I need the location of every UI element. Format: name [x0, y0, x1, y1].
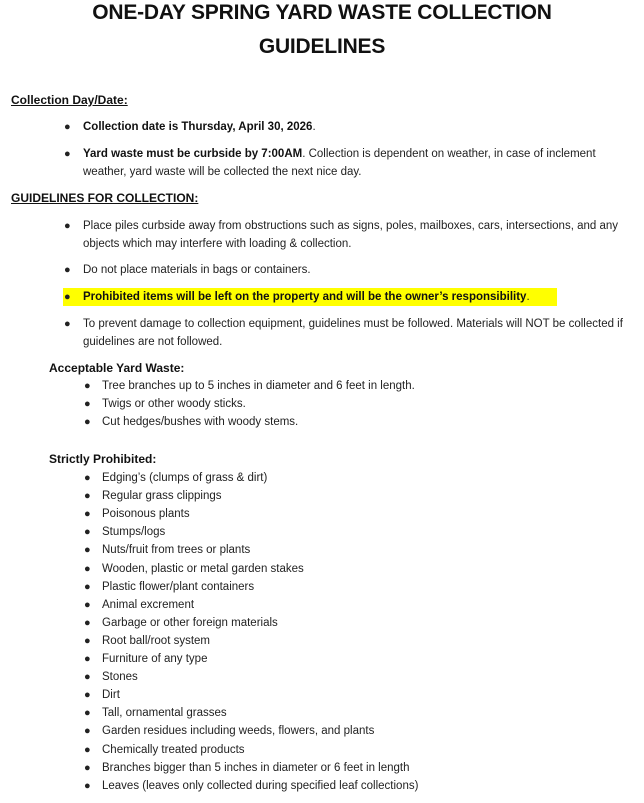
bullet-icon: ● — [84, 634, 91, 647]
bullet-icon: ● — [64, 121, 71, 133]
prohibited-item-text: Tall, ornamental grasses — [102, 707, 227, 720]
bullet-icon: ● — [84, 761, 91, 774]
prohibited-item-text: Garbage or other foreign materials — [102, 616, 278, 629]
prohibited-item — [84, 704, 622, 722]
prohibited-item-text: Garden residues including weeds, flowers, and plants — [102, 725, 375, 738]
document-title-line-2: GUIDELINES — [258, 35, 386, 58]
prohibited-item — [84, 759, 622, 777]
collection-item — [64, 118, 635, 136]
bullet-icon: ● — [84, 671, 91, 684]
prohibited-item — [84, 686, 622, 704]
prohibited-item-text: Dirt — [102, 689, 120, 702]
prohibited-item — [84, 469, 622, 487]
collection-day-heading: Collection Day/Date: — [11, 93, 128, 107]
prohibited-item — [84, 741, 622, 759]
collection-item-bold: Yard waste must be curbside by 7:00AM — [83, 148, 303, 160]
prohibited-heading: Strictly Prohibited: — [49, 452, 157, 466]
prohibited-item-text: Animal excrement — [102, 598, 195, 611]
prohibited-item — [84, 505, 622, 523]
bullet-icon: ● — [84, 725, 91, 738]
prohibited-item-text: Root ball/root system — [102, 634, 211, 647]
bullet-icon: ● — [84, 689, 91, 702]
prohibited-item-text: Poisonous plants — [102, 508, 190, 521]
bullet-icon: ● — [84, 508, 91, 521]
bullet-icon: ● — [84, 779, 91, 792]
bullet-icon: ● — [84, 416, 91, 428]
prohibited-item — [84, 777, 622, 795]
prohibited-item-text: Branches bigger than 5 inches in diameter or 6 feet in length — [102, 761, 410, 774]
prohibited-item — [84, 722, 622, 740]
bullet-icon: ● — [64, 318, 71, 330]
prohibited-item-text: Stones — [102, 671, 138, 684]
guidelines-heading: GUIDELINES FOR COLLECTION: — [11, 191, 199, 205]
prohibited-item — [84, 578, 622, 596]
prohibited-item-text: Chemically treated products — [102, 743, 245, 756]
prohibited-item-text: Regular grass clippings — [102, 490, 222, 503]
collection-item-bold: Collection date is Thursday, April 30, 2026 — [83, 121, 313, 133]
bullet-icon: ● — [64, 264, 71, 276]
acceptable-item — [84, 413, 622, 431]
prohibited-item — [84, 523, 622, 541]
prohibited-item-text: Stumps/logs — [102, 526, 166, 539]
guideline-item — [64, 261, 635, 279]
acceptable-item-text: Twigs or other woody sticks. — [102, 398, 246, 410]
prohibited-item-text: Wooden, plastic or metal garden stakes — [102, 562, 304, 575]
bullet-icon: ● — [84, 743, 91, 756]
acceptable-item — [84, 377, 622, 395]
prohibited-item — [84, 541, 622, 559]
guideline-item — [64, 217, 635, 253]
bullet-icon: ● — [84, 562, 91, 575]
acceptable-item-text: Cut hedges/bushes with woody stems. — [102, 416, 299, 428]
prohibited-item — [84, 650, 622, 668]
guideline-item-text: . — [526, 291, 530, 303]
guideline-item-text: To prevent damage to collection equipment, guidelines must be followed. Materials will NOT be collected if guidelines are not followed. — [83, 318, 623, 348]
bullet-icon: ● — [84, 490, 91, 503]
acceptable-item — [84, 395, 622, 413]
prohibited-item-text: Furniture of any type — [102, 653, 208, 665]
acceptable-heading: Acceptable Yard Waste: — [49, 361, 185, 375]
prohibited-item-text: Plastic flower/plant containers — [102, 580, 255, 593]
guideline-item — [64, 315, 635, 351]
guideline-item-text: Do not place materials in bags or containers. — [83, 264, 311, 276]
bullet-icon: ● — [64, 220, 71, 232]
collection-item-text: . — [312, 121, 316, 133]
guideline-item-highlighted — [64, 288, 635, 306]
collection-item — [64, 145, 635, 181]
prohibited-item — [84, 487, 622, 505]
bullet-icon: ● — [84, 598, 91, 611]
bullet-icon: ● — [84, 472, 91, 484]
document-title-line-1: ONE-DAY SPRING YARD WASTE COLLECTION — [92, 1, 552, 24]
guideline-item-bold: Prohibited items will be left on the property and will be the owner’s responsibility — [83, 291, 527, 303]
bullet-icon: ● — [84, 653, 91, 665]
prohibited-item-text: Edging’s (clumps of grass & dirt) — [102, 472, 268, 484]
bullet-icon: ● — [84, 616, 91, 629]
prohibited-item — [84, 614, 622, 632]
prohibited-item-text: Nuts/fruit from trees or plants — [102, 544, 251, 557]
bullet-icon: ● — [84, 526, 91, 539]
bullet-icon: ● — [84, 580, 91, 593]
bullet-icon: ● — [84, 544, 91, 557]
acceptable-item-text: Tree branches up to 5 inches in diameter and 6 feet in length. — [102, 380, 415, 392]
bullet-icon: ● — [64, 148, 71, 160]
guideline-item-text: Place piles curbside away from obstructions such as signs, poles, mailboxes, cars, intersections, and any objects which may interfere with loading & collection. — [83, 220, 619, 250]
bullet-icon: ● — [84, 707, 91, 720]
prohibited-item — [84, 668, 622, 686]
collection-item-text: . Collection is dependent on weather, in case of inclement weather, yard waste will be collected the next nice day. — [83, 148, 596, 178]
prohibited-item — [84, 632, 622, 650]
bullet-icon: ● — [64, 291, 71, 303]
bullet-icon: ● — [84, 398, 91, 410]
prohibited-item — [84, 596, 622, 614]
prohibited-item — [84, 560, 622, 578]
bullet-icon: ● — [84, 380, 91, 392]
prohibited-item-text: Leaves (leaves only collected during specified leaf collections) — [102, 779, 419, 792]
